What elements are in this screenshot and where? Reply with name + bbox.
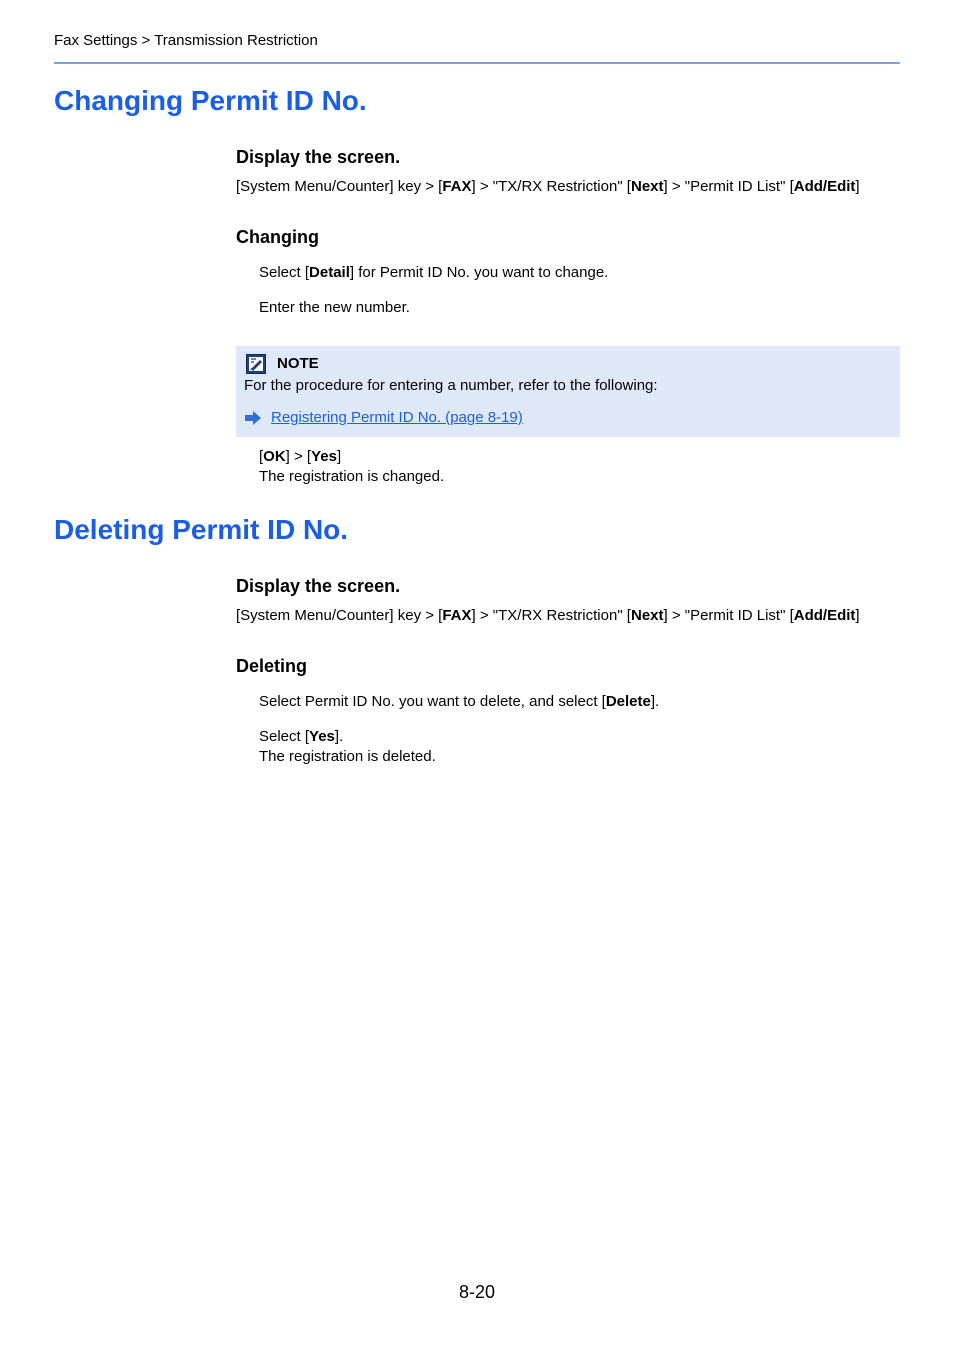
step-heading-display-screen-delete: Display the screen. bbox=[236, 576, 401, 596]
step-heading-display-screen: Display the screen. bbox=[236, 147, 401, 167]
instruction-ok-yes: [OK] > [Yes] bbox=[259, 448, 342, 465]
instruction-select-delete: Select Permit ID No. you want to delete, and select [Delete]. bbox=[259, 693, 660, 710]
instruction-select-detail: Select [Detail] for Permit ID No. you want to change. bbox=[259, 264, 609, 281]
note-title: NOTE bbox=[277, 355, 319, 372]
arrow-right-icon bbox=[244, 410, 262, 426]
note-icon bbox=[246, 354, 266, 374]
breadcrumb: Fax Settings > Transmission Restriction bbox=[54, 32, 318, 49]
step-heading-deleting: Deleting bbox=[236, 656, 308, 676]
link-registering-permit-id[interactable]: Registering Permit ID No. (page 8-19) bbox=[271, 409, 523, 426]
menu-path: [System Menu/Counter] key > [FAX] > "TX/RX Restriction" [Next] > "Permit ID List" [Add/Edit] bbox=[236, 178, 860, 195]
result-changed: The registration is changed. bbox=[259, 468, 445, 485]
result-deleted: The registration is deleted. bbox=[259, 748, 436, 765]
note-box bbox=[236, 346, 900, 437]
instruction-select-yes: Select [Yes]. bbox=[259, 728, 344, 745]
page-number: 8-20 bbox=[458, 1282, 496, 1302]
instruction-enter-number: Enter the new number. bbox=[259, 299, 410, 316]
section-title-deleting: Deleting Permit ID No. bbox=[54, 514, 349, 545]
menu-path-delete: [System Menu/Counter] key > [FAX] > "TX/RX Restriction" [Next] > "Permit ID List" [Add/Edit] bbox=[236, 607, 860, 624]
section-title-changing: Changing Permit ID No. bbox=[54, 85, 367, 116]
header-rule bbox=[54, 62, 900, 64]
step-heading-changing: Changing bbox=[236, 227, 319, 247]
note-text: For the procedure for entering a number, refer to the following: bbox=[244, 377, 658, 394]
